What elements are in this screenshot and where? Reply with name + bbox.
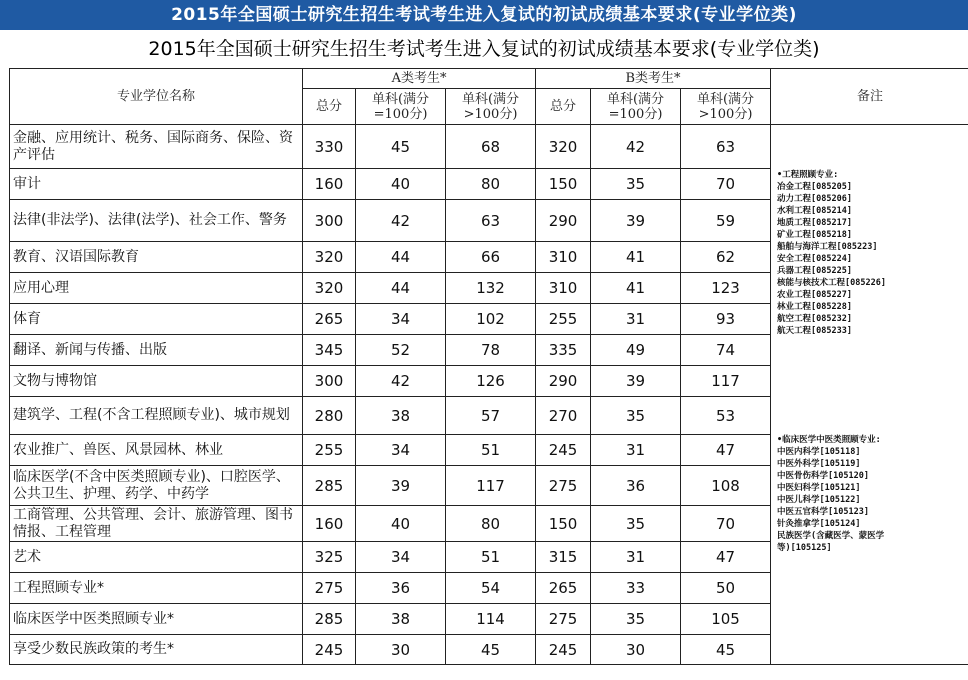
- row-a-total: 255: [303, 435, 356, 466]
- row-major-name: 法律(非法学)、法律(法学)、社会工作、警务: [10, 200, 303, 242]
- header-group-b: B类考生*: [536, 69, 771, 89]
- row-b-single-gt100: 47: [681, 435, 771, 466]
- notes-engineering: [777, 169, 886, 337]
- row-b-total: 255: [536, 304, 591, 335]
- row-b-single-gt100: 70: [681, 506, 771, 542]
- row-a-single-gt100: 102: [446, 304, 536, 335]
- row-b-total: 275: [536, 604, 591, 635]
- row-a-single-gt100: 117: [446, 466, 536, 506]
- note-line: 林业工程[085228]: [777, 302, 852, 312]
- row-major-name: 工程照顾专业*: [10, 573, 303, 604]
- row-a-single-100: 38: [356, 397, 446, 435]
- row-major-name: 体育: [10, 304, 303, 335]
- row-b-single-gt100: 70: [681, 169, 771, 200]
- row-b-total: 245: [536, 635, 591, 665]
- note-line: 核能与核技术工程[085226]: [777, 278, 886, 288]
- row-b-single-gt100: 105: [681, 604, 771, 635]
- row-a-single-gt100: 66: [446, 242, 536, 273]
- row-a-single-100: 40: [356, 169, 446, 200]
- note-line: 中医骨伤科学[105120]: [777, 471, 869, 481]
- row-b-total: 245: [536, 435, 591, 466]
- note-line: 中医儿科学[105122]: [777, 495, 861, 505]
- row-a-single-100: 34: [356, 435, 446, 466]
- header-group-a: A类考生*: [303, 69, 536, 89]
- note-line: 农业工程[085227]: [777, 290, 852, 300]
- row-a-single-gt100: 80: [446, 506, 536, 542]
- row-a-single-100: 40: [356, 506, 446, 542]
- row-b-total: 335: [536, 335, 591, 366]
- row-a-single-100: 34: [356, 542, 446, 573]
- row-a-single-100: 34: [356, 304, 446, 335]
- note-line: 地质工程[085217]: [777, 218, 852, 228]
- row-b-single-100: 39: [591, 200, 681, 242]
- row-b-single-gt100: 47: [681, 542, 771, 573]
- row-a-single-100: 44: [356, 273, 446, 304]
- row-major-name: 工商管理、公共管理、会计、旅游管理、图书情报、工程管理: [10, 506, 303, 542]
- row-a-total: 325: [303, 542, 356, 573]
- row-a-total: 320: [303, 273, 356, 304]
- note-line: 民族医学(含藏医学、蒙医学: [777, 531, 885, 541]
- row-a-total: 330: [303, 125, 356, 169]
- row-b-single-100: 41: [591, 242, 681, 273]
- header-b-single-gt100: 单科(满分>100分): [681, 89, 771, 125]
- row-major-name: 翻译、新闻与传播、出版: [10, 335, 303, 366]
- row-b-single-100: 31: [591, 542, 681, 573]
- note-line: 中医妇科学[105121]: [777, 483, 861, 493]
- row-a-single-gt100: 126: [446, 366, 536, 397]
- row-a-single-gt100: 51: [446, 542, 536, 573]
- row-b-total: 310: [536, 273, 591, 304]
- note-line: •临床医学中医类照顾专业:: [777, 435, 881, 445]
- row-major-name: 金融、应用统计、税务、国际商务、保险、资产评估: [10, 125, 303, 169]
- row-b-single-gt100: 50: [681, 573, 771, 604]
- row-major-name: 审计: [10, 169, 303, 200]
- note-line: •工程照顾专业:: [777, 170, 839, 180]
- row-major-name: 文物与博物馆: [10, 366, 303, 397]
- row-a-total: 265: [303, 304, 356, 335]
- row-a-single-gt100: 68: [446, 125, 536, 169]
- row-a-single-100: 30: [356, 635, 446, 665]
- row-b-single-gt100: 59: [681, 200, 771, 242]
- note-line: 船舶与海洋工程[085223]: [777, 242, 878, 252]
- row-b-single-100: 35: [591, 397, 681, 435]
- row-b-single-100: 49: [591, 335, 681, 366]
- row-b-total: 310: [536, 242, 591, 273]
- row-b-single-100: 36: [591, 466, 681, 506]
- note-line: 兵器工程[085225]: [777, 266, 852, 276]
- row-a-total: 245: [303, 635, 356, 665]
- row-b-single-gt100: 53: [681, 397, 771, 435]
- row-major-name: 临床医学中医类照顾专业*: [10, 604, 303, 635]
- note-line: 水利工程[085214]: [777, 206, 852, 216]
- row-major-name: 应用心理: [10, 273, 303, 304]
- note-line: 矿业工程[085218]: [777, 230, 852, 240]
- row-a-single-gt100: 78: [446, 335, 536, 366]
- row-a-total: 300: [303, 200, 356, 242]
- row-b-single-100: 35: [591, 169, 681, 200]
- row-a-total: 285: [303, 466, 356, 506]
- header-b-total: 总分: [536, 89, 591, 125]
- row-b-total: 320: [536, 125, 591, 169]
- note-line: 针灸推拿学[105124]: [777, 519, 861, 529]
- row-a-single-100: 38: [356, 604, 446, 635]
- row-b-single-100: 33: [591, 573, 681, 604]
- row-b-single-gt100: 123: [681, 273, 771, 304]
- row-b-single-100: 42: [591, 125, 681, 169]
- row-b-single-gt100: 62: [681, 242, 771, 273]
- row-a-single-100: 39: [356, 466, 446, 506]
- page-title: 2015年全国硕士研究生招生考试考生进入复试的初试成绩基本要求(专业学位类): [148, 38, 820, 60]
- header-a-total: 总分: [303, 89, 356, 125]
- note-line: 航天工程[085233]: [777, 326, 852, 336]
- row-b-total: 270: [536, 397, 591, 435]
- note-line: 动力工程[085206]: [777, 194, 852, 204]
- row-a-single-gt100: 132: [446, 273, 536, 304]
- row-a-single-100: 36: [356, 573, 446, 604]
- note-line: 航空工程[085232]: [777, 314, 852, 324]
- row-major-name: 临床医学(不含中医类照顾专业)、口腔医学、公共卫生、护理、药学、中药学: [10, 466, 303, 506]
- row-a-single-100: 44: [356, 242, 446, 273]
- row-a-total: 320: [303, 242, 356, 273]
- row-b-single-100: 39: [591, 366, 681, 397]
- row-b-single-100: 41: [591, 273, 681, 304]
- row-b-total: 265: [536, 573, 591, 604]
- row-a-single-gt100: 80: [446, 169, 536, 200]
- row-major-name: 享受少数民族政策的考生*: [10, 635, 303, 665]
- row-b-single-100: 31: [591, 435, 681, 466]
- header-a-single-gt100: 单科(满分>100分): [446, 89, 536, 125]
- row-a-total: 160: [303, 169, 356, 200]
- row-b-single-gt100: 74: [681, 335, 771, 366]
- row-b-single-gt100: 63: [681, 125, 771, 169]
- row-a-single-gt100: 57: [446, 397, 536, 435]
- row-b-total: 290: [536, 200, 591, 242]
- row-a-single-100: 42: [356, 200, 446, 242]
- row-b-single-gt100: 108: [681, 466, 771, 506]
- row-a-single-gt100: 114: [446, 604, 536, 635]
- header-a-single-100: 单科(满分=100分): [356, 89, 446, 125]
- header-major: 专业学位名称: [10, 69, 303, 125]
- top-banner: 2015年全国硕士研究生招生考试考生进入复试的初试成绩基本要求(专业学位类): [0, 0, 968, 30]
- row-major-name: 教育、汉语国际教育: [10, 242, 303, 273]
- row-a-total: 285: [303, 604, 356, 635]
- note-line: 等)[105125]: [777, 543, 832, 553]
- row-b-single-gt100: 45: [681, 635, 771, 665]
- row-a-single-gt100: 45: [446, 635, 536, 665]
- row-major-name: 艺术: [10, 542, 303, 573]
- row-a-total: 160: [303, 506, 356, 542]
- table-row: [10, 125, 968, 169]
- note-line: 中医外科学[105119]: [777, 459, 861, 469]
- notes-cell: [771, 125, 968, 665]
- header-notes: 备注: [771, 69, 968, 125]
- row-b-single-100: 35: [591, 604, 681, 635]
- row-b-single-100: 30: [591, 635, 681, 665]
- row-b-total: 290: [536, 366, 591, 397]
- row-b-total: 150: [536, 506, 591, 542]
- row-a-single-gt100: 54: [446, 573, 536, 604]
- row-b-single-100: 35: [591, 506, 681, 542]
- row-a-total: 345: [303, 335, 356, 366]
- row-b-single-100: 31: [591, 304, 681, 335]
- row-major-name: 建筑学、工程(不含工程照顾专业)、城市规划: [10, 397, 303, 435]
- row-b-total: 275: [536, 466, 591, 506]
- notes-tcm: [777, 434, 884, 554]
- row-b-total: 315: [536, 542, 591, 573]
- note-line: 中医五官科学[105123]: [777, 507, 869, 517]
- note-line: 冶金工程[085205]: [777, 182, 852, 192]
- row-a-single-gt100: 63: [446, 200, 536, 242]
- row-a-total: 280: [303, 397, 356, 435]
- row-b-single-gt100: 93: [681, 304, 771, 335]
- row-b-single-gt100: 117: [681, 366, 771, 397]
- row-a-total: 300: [303, 366, 356, 397]
- header-b-single-100: 单科(满分=100分): [591, 89, 681, 125]
- score-table: [9, 68, 968, 665]
- row-major-name: 农业推广、兽医、风景园林、林业: [10, 435, 303, 466]
- row-a-single-100: 45: [356, 125, 446, 169]
- row-a-single-100: 42: [356, 366, 446, 397]
- row-a-single-100: 52: [356, 335, 446, 366]
- note-line: 安全工程[085224]: [777, 254, 852, 264]
- row-a-total: 275: [303, 573, 356, 604]
- row-b-total: 150: [536, 169, 591, 200]
- row-a-single-gt100: 51: [446, 435, 536, 466]
- note-line: 中医内科学[105118]: [777, 447, 861, 457]
